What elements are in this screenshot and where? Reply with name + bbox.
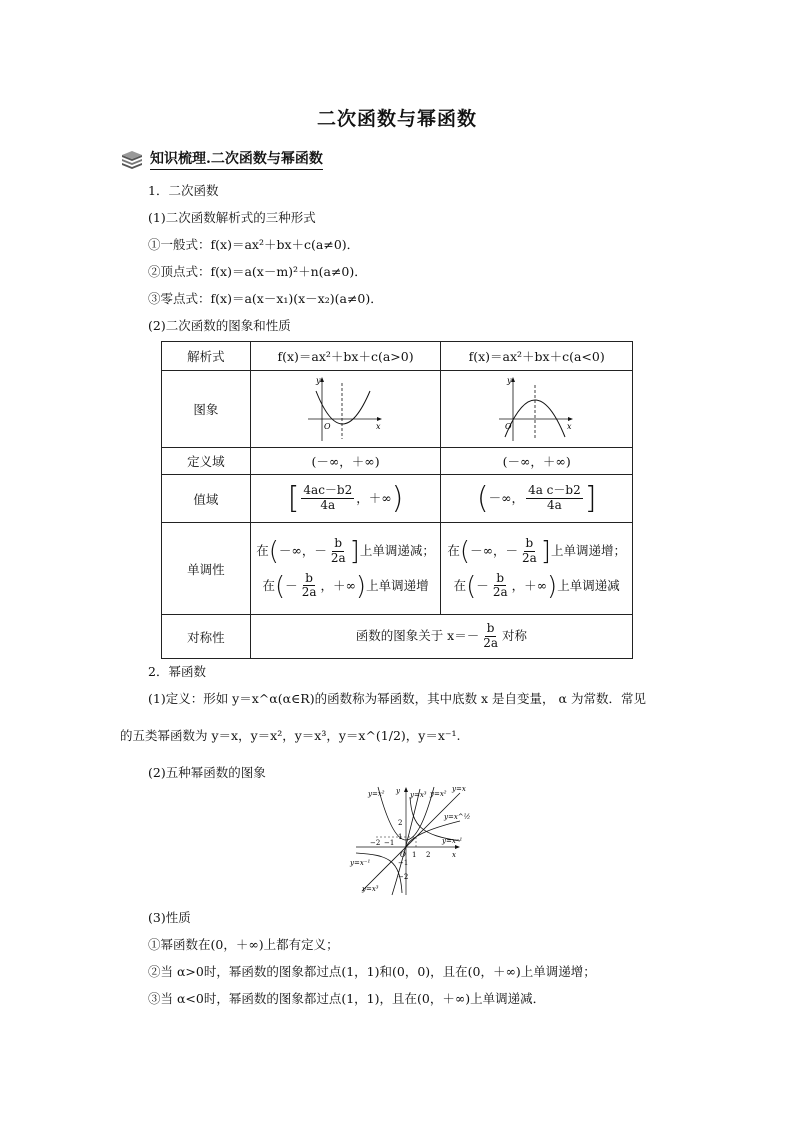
table-row [162,448,633,475]
label-y-sqrt: y=x^½ [444,813,471,821]
label-y-x2-right: y=x² [430,790,447,798]
table-cell: (－∞，＋∞) [250,448,441,475]
origin-label: O [400,851,406,859]
property-1: ①幂函数在(0，＋∞)上都有定义； [148,937,339,952]
subheading-properties: (3)性质 [148,910,191,925]
table-cell: 图象 [162,371,251,448]
page-title: 二次函数与幂函数 [316,108,477,130]
power-functions-graph [348,783,478,898]
table-row [162,615,633,659]
table-cell: 定义域 [162,448,251,475]
tick-y-2: 2 [398,819,403,827]
table-row [162,523,633,615]
tick-x-neg2: −2 [370,839,381,847]
range-fraction: $\frac{4ac-b2}{4a}$ [303,483,353,512]
table-row [162,475,633,523]
section-heading [120,147,323,171]
table-cell: 值域 [162,475,251,523]
graph-x-label: x [566,421,572,431]
table-row [162,342,633,371]
table-cell [441,371,633,448]
table-cell: (－∞，＋∞) [441,448,633,475]
table-cell: 函数的图象关于 x＝－ $\frac{b}{2a}$ 对称 [250,615,632,659]
quadratic-properties-table [161,341,633,659]
parabola-down-graph [497,373,577,443]
subheading-forms: (1)二次函数解析式的三种形式 [148,210,316,225]
tick-y-neg1: −1 [398,859,409,867]
table-cell [250,371,441,448]
table-cell: 单调性 [162,523,251,615]
label-y-x2: y=x² [368,790,385,798]
heading-quadratic: 1．二次函数 [148,183,219,198]
label-y-inv-right: y=x⁻¹ [442,837,463,845]
form-vertex: ②顶点式：f(x)＝a(x－m)²＋n(a≠0)． [148,264,367,279]
section-heading-label: 知识梳理.二次函数与幂函数 [150,148,323,170]
axis-x-label: x [452,851,456,859]
subheading-power-graphs: (2)五种幂函数的图象 [148,765,266,780]
form-general: ①一般式：f(x)＝ax²＋bx＋c(a≠0)． [148,237,360,252]
property-2: ②当 α>0时，幂函数的图象都过点(1，1)和(0，0)，且在(0，＋∞)上单调递增； [148,964,596,979]
table-row [162,371,633,448]
tick-y-neg2: −2 [398,873,409,881]
tick-x-2: 2 [426,851,431,859]
label-y-inv-left: y=x⁻¹ [350,859,371,867]
form-zero: ③零点式：f(x)＝a(x－x₁)(x－x₂)(a≠0)． [148,291,383,306]
power-definition-1: (1)定义：形如 y＝x^α(α∈R)的函数称为幂函数，其中底数 x 是自变量， α 为常数．常见 [148,691,646,706]
parabola-up-graph [306,373,386,443]
property-3: ③当 α<0时，幂函数的图象都过点(1，1)，且在(0，＋∞)上单调递减． [148,991,546,1006]
tick-y-1: 1 [398,833,403,841]
subheading-graph-props: (2)二次函数的图象和性质 [148,318,291,333]
table-cell: 解析式 [162,342,251,371]
table-cell: 在(－∞，－ $\frac{b}{2a}$ ]上单调递减； 在(－ $\frac{b}{2a}$ ，＋∞)上单调递增 [250,523,441,615]
tick-x-1: 1 [412,851,417,859]
label-y-x3: y=x³ [410,791,427,799]
table-cell: [ $\frac{4ac-b2}{4a}$ ，＋∞) [250,475,441,523]
table-cell: 对称性 [162,615,251,659]
graph-x-label: x [375,421,381,431]
tick-x-neg1: −1 [384,839,395,847]
graph-y-label: y [315,375,321,385]
table-cell: (－∞， $\frac{\text{4a c－b2}}{4a}$ ] [441,475,633,523]
table-cell: 在(－∞，－ $\frac{b}{2a}$ ]上单调递增； 在(－ $\frac{b}{2a}$ ，＋∞)上单调递减 [441,523,633,615]
power-definition-2: 的五类幂函数为 y＝x，y＝x²，y＝x³，y＝x^(1/2)，y＝x⁻¹. [120,728,461,743]
books-icon [120,149,144,169]
heading-power: 2．幂函数 [148,664,206,679]
graph-y-label: y [506,375,512,385]
graph-origin-label: O [323,421,331,431]
label-y-x: y=x [452,785,466,793]
table-cell: f(x)＝ax²＋bx＋c(a<0) [441,342,633,371]
axis-y-label: y [396,787,400,795]
graph-origin-label: O [504,421,512,431]
label-y-x3-bottom: y=x³ [362,885,379,893]
table-cell: f(x)＝ax²＋bx＋c(a>0) [250,342,441,371]
range-fraction: $\frac{\text{4a c－b2}}{4a}$ [528,483,581,512]
